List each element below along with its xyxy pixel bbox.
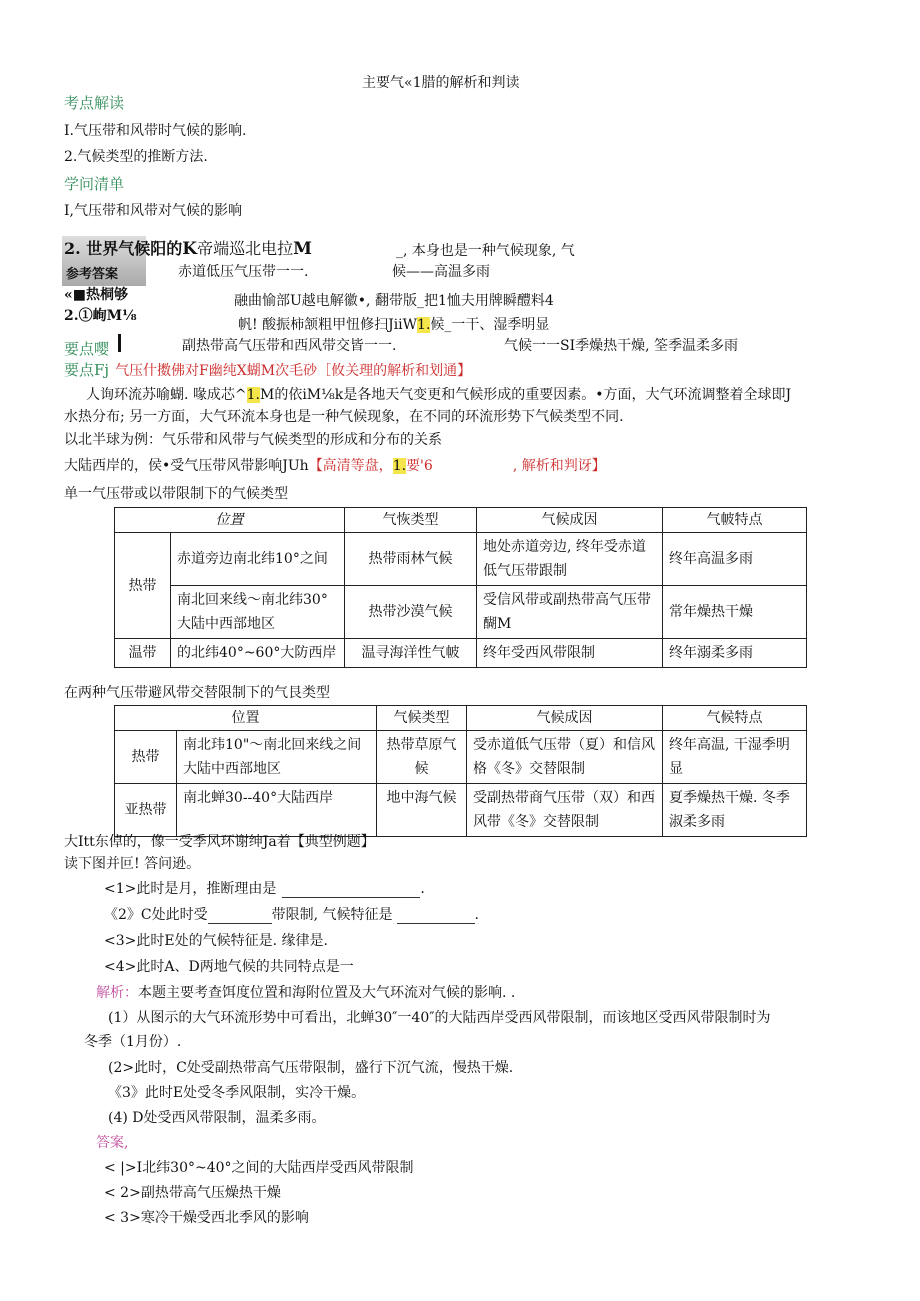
page-title: 主要气«1腊的解析和判读 xyxy=(362,75,520,91)
question-1-text: <1>此时是月，推断理由是 xyxy=(104,881,277,897)
table2-feature-cell: 夏季燥热干燥. 冬季淑柔多雨 xyxy=(663,784,807,837)
answer-blank-1 xyxy=(282,883,420,898)
focus-line xyxy=(64,361,471,380)
analysis-line xyxy=(96,984,515,1002)
example-read: 读下图并叵! 答问逊。 xyxy=(64,856,201,872)
garbled-line-1-d: M xyxy=(293,239,312,259)
key-point-1: I.气压带和风带时气候的影响. xyxy=(64,123,247,139)
question-2-end: . xyxy=(474,907,479,923)
garbled-line-4 xyxy=(238,316,549,334)
cursor-bar xyxy=(118,334,121,352)
question-1-end: . xyxy=(420,881,425,897)
analysis-text: 本题主要考查饵度位置和海附位置及大气环流对气候的影响. . xyxy=(138,985,516,1001)
question-4: <4>此时A、D两地气候的共同特点是一 xyxy=(104,959,354,975)
paragraph-line-4-c: 1. xyxy=(392,458,407,474)
climate-table-single xyxy=(114,507,807,668)
paragraph-line-4-e: , 解析和判讶】 xyxy=(512,458,606,474)
paragraph-line-1-c: M的依iM⅛k是各地天气变更和气候形成的重要因素。•方面，大气环流调整着全球即J xyxy=(260,387,792,403)
table2-caption: 在两种气压带避风带交替限制下的气艮类型 xyxy=(64,685,330,701)
climate-table-alternating xyxy=(114,705,807,837)
garbled-line-2-b: 候——高温多雨 xyxy=(392,264,490,280)
table-row xyxy=(115,533,807,586)
table1-feature-cell: 终年高温多雨 xyxy=(663,533,807,586)
table2-cause-cell: 受赤道低气压带（夏）和信风格《冬》交替限制 xyxy=(467,731,663,784)
garbled-line-5-a: 要点嘤 xyxy=(64,340,110,358)
focus-label: 要点Fj xyxy=(64,361,110,379)
analysis-label: 解析： xyxy=(96,985,138,1001)
table1-header-cause: 气候成因 xyxy=(477,508,663,533)
table1-feature-cell: 终年溺柔多雨 xyxy=(663,639,807,668)
table1-cause-cell: 地处赤道旁边, 终年受赤道低气压带跟制 xyxy=(477,533,663,586)
analysis-answer-2: (2>此时，C处受副热带高气压带限制，盛行下沉气流，慢热干燥. xyxy=(108,1060,514,1076)
answer-3: < 3>寒冷干燥受西北季风的影响 xyxy=(104,1210,309,1226)
garbled-line-1 xyxy=(64,240,312,258)
table2-header-row xyxy=(115,706,807,731)
table1-caption: 单一气压带或以带限制下的气候类型 xyxy=(64,486,288,502)
analysis-answer-1-cont: 冬季（1月份）. xyxy=(84,1034,182,1050)
paragraph-line-1 xyxy=(86,386,791,404)
paragraph-line-1-b: 1. xyxy=(246,387,260,403)
garbled-line-1-tail: _, 本身也是一种气候现象, 气 xyxy=(396,243,575,259)
answer-blank-2 xyxy=(208,909,272,924)
table2-location-cell: 南北蝉30--40°大陆西岸 xyxy=(177,784,377,837)
garbled-line-3-b: 融曲愉部U越电解徽•, 翻带版_把1恤夫用牌瞬醴料4 xyxy=(234,293,554,309)
question-3: <3>此时E处的气候特征是. 缘律是. xyxy=(104,933,328,949)
section-heading-knowledge: 学问清单 xyxy=(64,175,125,193)
answer-blank-3 xyxy=(397,909,475,924)
table2-feature-cell: 终年高温, 干湿季明显 xyxy=(663,731,807,784)
paragraph-line-4-a: 大陆西岸的，侯•受气压带风带影响JUh xyxy=(64,458,309,474)
table1-cause-cell: 终年受西风带限制 xyxy=(477,639,663,668)
answer-stamp-text: 参考答案 xyxy=(66,267,119,282)
garbled-line-3-a: «■热桐够 xyxy=(64,287,128,303)
analysis-answer-3: 《3》此时E处受冬季风限制，实冷干燥。 xyxy=(108,1085,366,1101)
table1-header-location: 位置 xyxy=(115,508,345,533)
table1-type-cell: 温寻海洋性气帔 xyxy=(345,639,477,668)
garbled-line-1-c: 帝端巡北电拉 xyxy=(197,239,294,258)
table1-zone-tropical: 热带 xyxy=(115,533,171,639)
analysis-answer-4: (4) D处受西风带限制，温柔多雨。 xyxy=(108,1110,326,1126)
question-1 xyxy=(104,880,425,898)
garbled-line-4-b: 帆! 酸振柿颔粗甲忸修扫JiiW xyxy=(238,317,418,333)
analysis-answer-1: (1）从图示的大气环流形势中可看出，北蝉30″一40″的大陆西岸受西风带限制，而该地区受西风带限制时为 xyxy=(108,1010,771,1026)
table2-zone-tropical: 热带 xyxy=(115,731,177,784)
garbled-line-4-d: 候_一干、湿季明显 xyxy=(430,317,550,333)
paragraph-line-2: 水热分布; 另一方面，大气环流本身也是一种气候现象，在不同的环流形势下气候类型不同. xyxy=(64,409,624,425)
table1-location-cell: 赤道旁边南北纬10°之间 xyxy=(171,533,345,586)
table2-zone-subtropical: 亚热带 xyxy=(115,784,177,837)
focus-text: 气压什擞佛对F幽纯X蝴M次毛砂［攸关理的解析和划通】 xyxy=(115,363,472,379)
table1-header-type: 气恢类型 xyxy=(345,508,477,533)
table1-location-cell: 的北纬40°~60°大防西岸 xyxy=(171,639,345,668)
key-point-2: 2.气候类型的推断方法. xyxy=(64,149,208,165)
garbled-line-5-b: 副热带高气压带和西风带交皆一一. xyxy=(182,338,397,354)
answer-label: 答案, xyxy=(96,1135,129,1151)
table-row xyxy=(115,731,807,784)
table1-type-cell: 热带沙漠气候 xyxy=(345,586,477,639)
section-heading-key-points: 考点解读 xyxy=(64,94,125,112)
garbled-line-4-a: 2.①峋M⅛ xyxy=(64,308,137,324)
garbled-line-4-c: 1. xyxy=(417,317,431,333)
paragraph-line-4-d: 要'6 xyxy=(406,458,433,474)
table-row xyxy=(115,784,807,837)
garbled-line-1-b: K xyxy=(182,239,198,259)
table2-header-feature: 气候特点 xyxy=(663,706,807,731)
table2-header-cause: 气候成因 xyxy=(467,706,663,731)
answer-1: < |>I北纬30°~40°之间的大陆西岸受西风带限制 xyxy=(104,1160,414,1176)
paragraph-line-4-b: 【高清等盘， xyxy=(308,458,393,474)
table2-location-cell: 南北玮10"～南北回来线之间大陆中西部地区 xyxy=(177,731,377,784)
example-intro: 大Itt东倬的，像一受季风环谢绅Ja着【典型例题】 xyxy=(64,834,375,850)
answer-2: < 2>副热带高气压燥热干燥 xyxy=(104,1185,281,1201)
paragraph-line-4 xyxy=(64,457,606,475)
table1-cause-cell: 受信风带或副热带高气压带醐M xyxy=(477,586,663,639)
table1-header-feature: 气帔特点 xyxy=(663,508,807,533)
table2-cause-cell: 受副热带商气压带（双）和西风带《冬》交替限制 xyxy=(467,784,663,837)
table2-type-cell: 热带草原气候 xyxy=(377,731,467,784)
garbled-line-1-a: 2. 世界气候阳的 xyxy=(64,239,183,258)
paragraph-line-1-a: 人询环流苏喻蝴. 喙成芯^ xyxy=(86,387,247,403)
garbled-line-2-a: 赤道低压气压带一一. xyxy=(178,264,309,280)
table1-zone-temperate: 温带 xyxy=(115,639,171,668)
paragraph-line-3: 以北半球为例：气乐带和风带与气候类型的形成和分布的关系 xyxy=(64,432,442,448)
table2-header-type: 气候类型 xyxy=(377,706,467,731)
table1-location-cell: 南北回来线～南北纬30°大陆中西部地区 xyxy=(171,586,345,639)
table-row xyxy=(115,639,807,668)
table2-type-cell: 地中海气候 xyxy=(377,784,467,837)
table-row xyxy=(115,586,807,639)
table1-type-cell: 热带雨林气候 xyxy=(345,533,477,586)
question-2-a: 《2》C处此时受 xyxy=(104,907,208,923)
question-2-b: 带限制, 气候特征是 xyxy=(271,907,393,923)
table2-header-location: 位置 xyxy=(115,706,377,731)
knowledge-item-1: I,气压带和风带对气候的影响 xyxy=(64,203,242,219)
garbled-line-5-c: 气候一一SI季燥热干燥, 筌季温柔多雨 xyxy=(504,338,739,354)
table1-feature-cell: 常年燥热干燥 xyxy=(663,586,807,639)
table1-header-row xyxy=(115,508,807,533)
question-2 xyxy=(104,906,479,924)
